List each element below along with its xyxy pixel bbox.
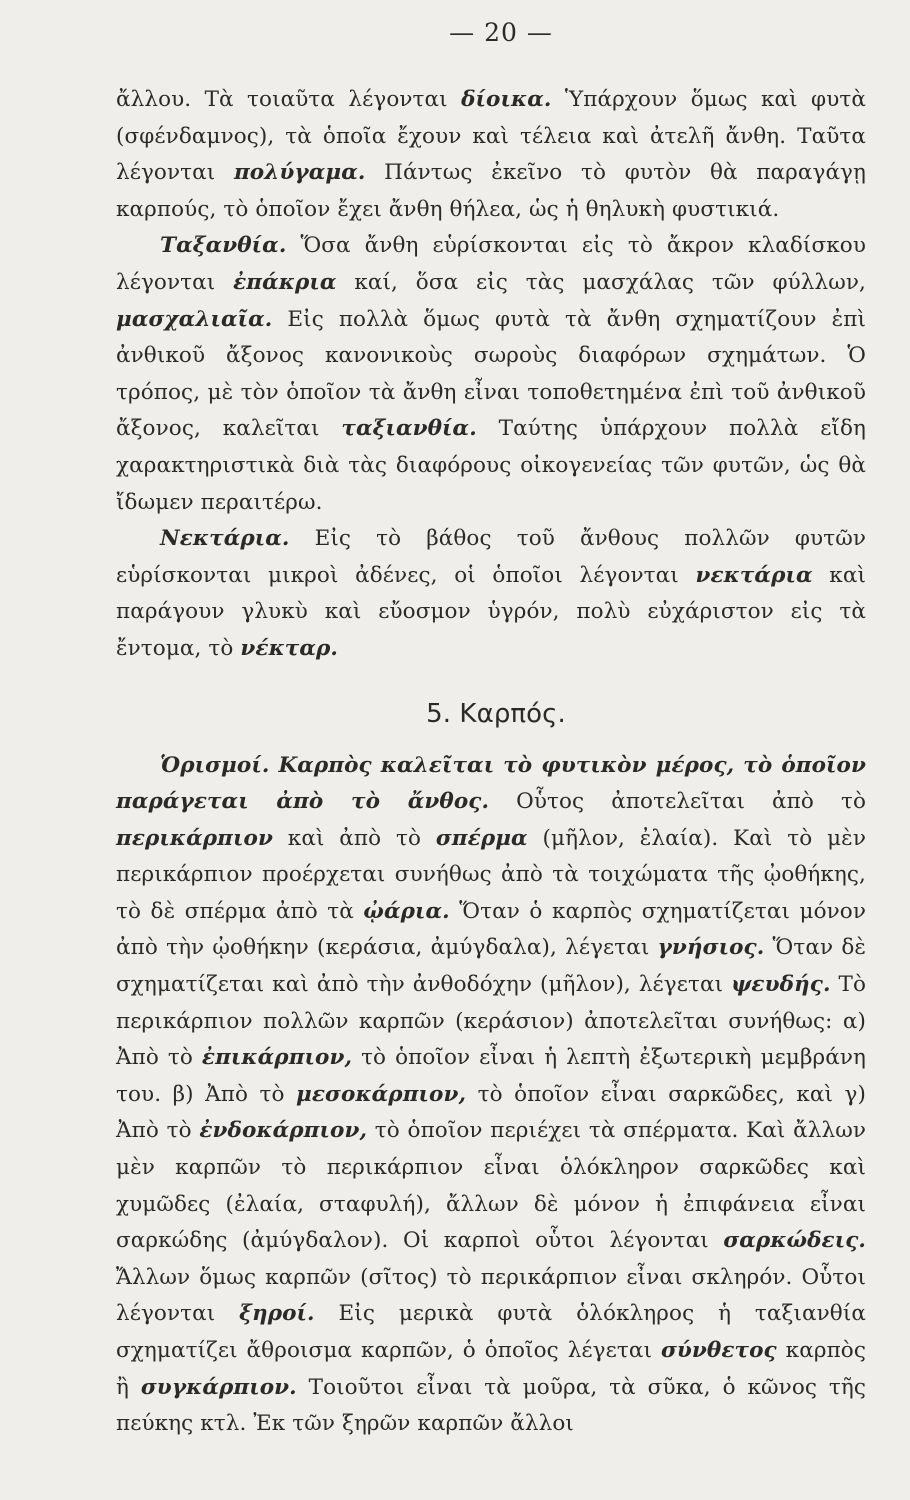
term-highlight: πολύγαμα. [233,160,366,186]
text-run: Οὗτος ἀποτελεῖται ἀπὸ τὸ [489,789,866,815]
text-run: Εἰς τὸ βάθος τοῦ ἄνθους πολλῶν φυτῶν εὑρίσκονται μικροὶ ἀδένες, οἱ ὁποῖοι λέγονται [116,526,866,588]
text-run: Ταύτης ὑπάρχουν πολλὰ εἴδη χαρακτηριστικὰ διὰ τὰς διαφόρους οἰκογενείας τῶν φυτῶν, ὡς θὰ ἴδωμεν περαιτέρω. [116,416,866,515]
term-highlight: ἐνδοκάρπιον, [199,1118,368,1144]
term-highlight: γνήσιος. [657,935,765,961]
term-highlight: ψευδής. [731,972,831,998]
page-number: — 20 — [449,18,553,47]
body-text [116,82,866,1443]
text-run: τὸ ὁποῖον περιέχει τὰ σπέρματα. Καὶ ἄλλων μὲν καρπῶν τὸ περικάρπιον εἶναι ὁλόκληρον σαρκῶδες καὶ χυμῶδες (ἐλαία, σταφυλή), ἄλλων δὲ μόνον ἡ ἐπιφάνεια εἶναι σαρκώδης (ἀμύγδαλον). Οἱ καρποὶ οὗτοι λέγονται [116,1118,866,1254]
term-highlight: περικάρπιον [116,825,273,851]
term-highlight: μασχαλιαῖα. [116,306,273,332]
text-run: Ὅταν δὲ σχηματίζεται καὶ ἀπὸ τὴν ἀνθοδόχην (μῆλον), λέγεται [116,935,866,998]
term-highlight: δίοικα. [461,87,552,112]
term-highlight: σύνθετος [660,1338,777,1363]
text-run: καρπὸς ἢ [116,1338,866,1400]
text-run: καὶ ἀπὸ τὸ [272,825,436,851]
term-highlight: ἐπικάρπιον, [201,1045,353,1071]
text-run: τὸ ὁποῖον εἶναι ἡ λεπτὴ ἐξωτερικὴ μεμβράνη του. β) Ἀπὸ τὸ [116,1045,866,1107]
text-run: (μῆλον, ἐλαία). Καὶ τὸ μὲν περικάρπιον προέρχεται συνήθως ἀπὸ τὰ τοιχώματα τῆς ᾠοθήκης, τὸ δὲ σπέρμα ἀπὸ τὰ [116,825,866,924]
term-highlight: σπέρμα [435,825,528,851]
paragraph-dioika [116,82,866,228]
text-run: τὸ ὁποῖον εἶναι σαρκῶδες, καὶ γ) Ἀπὸ τὸ [116,1081,866,1144]
term-highlight: ἐπάκρια [233,269,337,295]
text-run: Ὅσα ἄνθη εὑρίσκονται εἰς τὸ ἄκρον κλαδίσκου λέγονται [116,233,866,295]
text-run: Τοιοῦτοι εἶναι τὰ μοῦρα, τὰ σῦκα, ὁ κῶνος τῆς πεύκης κτλ. Ἐκ τῶν ξηρῶν καρπῶν ἄλλοι [116,1374,866,1437]
term-highlight: σαρκώδεις. [723,1228,866,1254]
term-highlight: νέκταρ. [240,635,338,661]
term-highlight: ξηροί. [239,1301,315,1327]
paragraph-orismoi [116,748,866,1443]
term-highlight: Ὁρισμοί. Καρπὸς καλεῖται τὸ φυτικὸν μέρος, τὸ ὁποῖον παράγεται ἀπὸ τὸ ἄνθος. [116,752,866,815]
term-highlight: μεσοκάρπιον, [296,1081,467,1107]
text-run: Ὅταν ὁ καρπὸς σχηματίζεται μόνον ἀπὸ τὴν ᾠοθήκην (κεράσια, ἀμύγδαλα), λέγεται [116,898,866,961]
term-highlight: Νεκτάρια. [160,526,290,552]
text-run: Εἰς μερικὰ φυτὰ ὁλόκληρος ἡ ταξιανθία σχηματίζει ἄθροισμα καρπῶν, ὁ ὁποῖος λέγεται [116,1301,866,1363]
text-run: καί, ὅσα εἰς τὰς μασχάλας τῶν φύλλων, [336,269,866,295]
text-run: Ἄλλων ὅμως καρπῶν (σῖτος) τὸ περικάρπιον εἶναι σκληρόν. Οὗτοι λέγονται [116,1264,866,1327]
text-run: καὶ παράγουν γλυκὺ καὶ εὔοσμον ὑγρόν, πολὺ εὐχάριστον εἰς τὰ ἔντομα, τὸ [116,562,866,661]
paragraph-taxanthia [116,228,866,521]
term-highlight: νεκτάρια [695,562,813,588]
text-run: Ὑπάρχουν ὅμως καὶ φυτὰ (σφένδαμνος), τὰ ὁποῖα ἔχουν καὶ τέλεια καὶ ἀτελῆ ἄνθη. Ταῦτα λέγονται [116,87,866,186]
term-highlight: ᾠάρια. [363,898,450,924]
text-run: Πάντως ἐκεῖνο τὸ φυτὸν θὰ παραγάγῃ καρπούς, τὸ ὁποῖον ἔχει ἄνθη θήλεα, ὡς ἡ θηλυκὴ φυστικιά. [116,160,866,222]
paragraph-nektaria [116,521,866,667]
text-run: Εἰς πολλὰ ὅμως φυτὰ τὰ ἄνθη σχηματίζουν ἐπὶ ἀνθικοῦ ἄξονος κανονικοὺς σωροὺς διαφόρων σχημάτων. Ὁ τρόπος, μὲ τὸν ὁποῖον τὰ ἄνθη εἶναι τοποθετημένα ἐπὶ τοῦ ἀνθικοῦ ἄξονος, καλεῖται [116,306,866,442]
term-highlight: Ταξανθία. [160,233,287,259]
section-title: 5. Καρπός. [426,698,566,729]
text-run: ἄλλου. Τὰ τοιαῦτα λέγονται [116,87,462,112]
text-run: Τὸ περικάρπιον πολλῶν καρπῶν (κεράσιον) ἀποτελεῖται συνήθως: α) Ἀπὸ τὸ [116,972,866,1071]
term-highlight: ταξιανθία. [341,416,477,442]
term-highlight: συγκάρπιον. [140,1374,297,1400]
